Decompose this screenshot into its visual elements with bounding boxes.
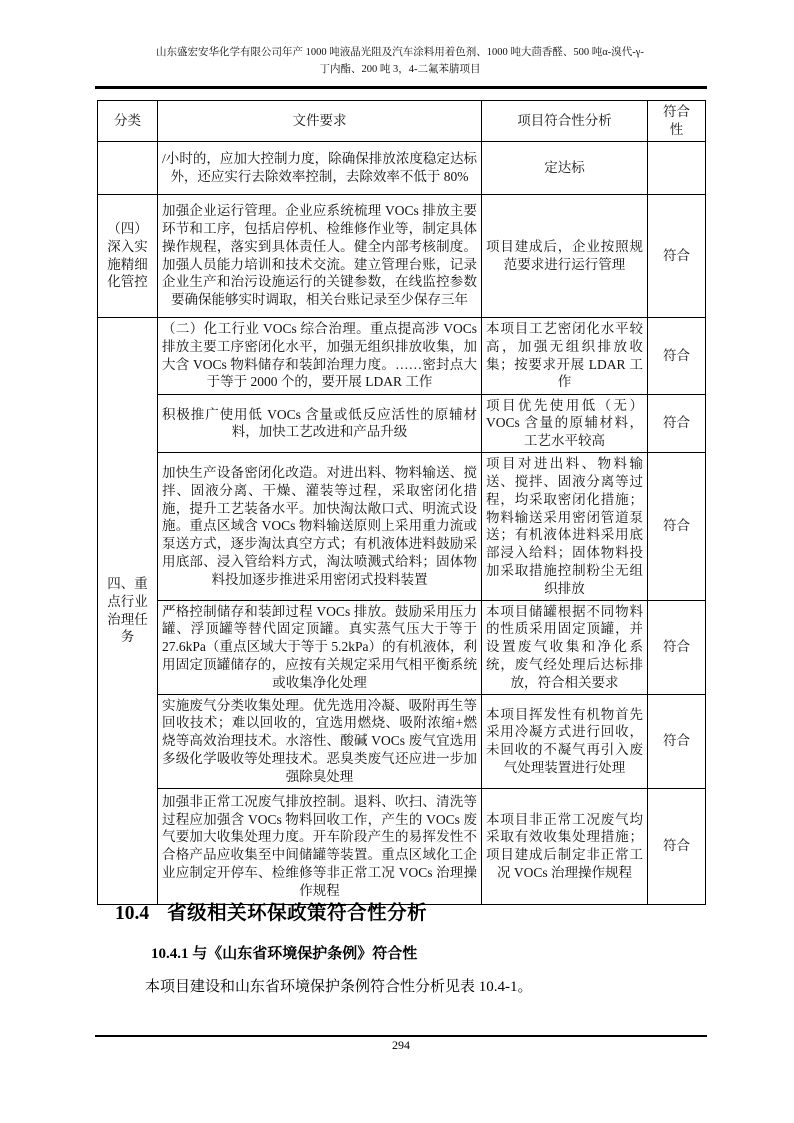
running-header-line2: 丁内酯、200 吨 3，4-二氟苯腈项目 xyxy=(319,64,481,76)
table-row xyxy=(98,694,706,788)
requirement-cell: 实施废气分类收集处理。优先选用冷凝、吸附再生等回收技术；难以回收的，宜选用燃烧、吸附浓缩+燃烧等高效治理技术。水溶性、酸碱 VOCs 废气宜选用多级化学吸收等处理技术。恶臭类废气还应进一步加强除臭处理 xyxy=(158,694,482,788)
table-row xyxy=(98,788,706,904)
table-header-row xyxy=(98,101,706,142)
compliance-table xyxy=(97,100,706,905)
requirement-cell: （二）化工行业 VOCs 综合治理。重点提高涉 VOCs 排放主要工序密闭化水平，加强无组织排放收集，加大含 VOCs 物料储存和装卸治理力度。……密封点大于等于 2000 个的，要开展 LDAR 工作 xyxy=(158,317,482,394)
compliance-cell: 符合 xyxy=(648,453,706,601)
table-row xyxy=(98,600,706,694)
compliance-cell: 符合 xyxy=(648,394,706,452)
body-paragraph: 本项目建设和山东省环境保护条例符合性分析见表 10.4-1。 xyxy=(145,979,533,995)
analysis-cell: 本项目挥发性有机物首先采用冷凝方式进行回收，未回收的不凝气再引入废气处理装置进行处理 xyxy=(482,694,648,788)
section-title: 省级相关环保政策符合性分析 xyxy=(167,903,428,924)
column-header-requirement: 文件要求 xyxy=(158,101,482,142)
subsection-heading: 10.4.1 与《山东省环境保护条例》符合性 xyxy=(151,946,418,962)
analysis-cell: 项目对进出料、物料输送、搅拌、固液分离等过程，均采取密闭化措施；物料输送采用密闭管道泵送；有机液体进料采用底部浸入给料；固体物料投加采取措施控制粉尘无组织排放 xyxy=(482,453,648,601)
requirement-cell: 积极推广使用低 VOCs 含量或低反应活性的原辅材料，加快工艺改进和产品升级 xyxy=(158,394,482,452)
requirement-cell: 加快生产设备密闭化改造。对进出料、物料输送、搅拌、固液分离、干燥、灌装等过程，采取密闭化措施，提升工艺装备水平。加快淘汰敞口式、明流式设施。重点区域含 VOCs 物料输送原则上采用重力流或泵送方式，逐步淘汰真空方式；有机液体进料鼓励采用底部、浸入管给料方式，淘汰喷溅式给料；固体物料投加逐步推进采用密闭式投料装置 xyxy=(158,453,482,601)
column-header-category: 分类 xyxy=(98,101,158,142)
requirement-cell: /小时的，应加大控制力度，除确保排放浓度稳定达标外，还应实行去除效率控制，去除效率不低于 80% xyxy=(158,141,482,194)
requirement-cell: 严格控制储存和装卸过程 VOCs 排放。鼓励采用压力罐、浮顶罐等替代固定顶罐。真实蒸气压大于等于 27.6kPa（重点区域大于等于 5.2kPa）的有机液体，利用固定顶罐储存的，应按有关规定采用气相平衡系统或收集净化处理 xyxy=(158,600,482,694)
table-row xyxy=(98,194,706,317)
requirement-cell: 加强非正常工况废气排放控制。退料、吹扫、清洗等过程应加强含 VOCs 物料回收工作，产生的 VOCs 废气要加大收集处理力度。开车阶段产生的易挥发性不合格产品应收集至中间储罐等装置。重点区域化工企业应制定开停车、检维修等非正常工况 VOCs 治理操作规程 xyxy=(158,788,482,904)
category-cell xyxy=(98,141,158,194)
column-header-compliance: 符合性 xyxy=(648,101,706,142)
table-row xyxy=(98,394,706,452)
compliance-cell: 符合 xyxy=(648,317,706,394)
footer-rule xyxy=(95,1035,707,1037)
analysis-cell: 项目建成后，企业按照规范要求进行运行管理 xyxy=(482,194,648,317)
analysis-cell: 本项目非正常工况废气均采取有效收集处理措施；项目建成后制定非正常工况 VOCs 治理操作规程 xyxy=(482,788,648,904)
analysis-cell: 定达标 xyxy=(482,141,648,194)
analysis-cell: 本项目储罐根据不同物料的性质采用固定顶罐，并设置废气收集和净化系统，废气经处理后达标排放，符合相关要求 xyxy=(482,600,648,694)
table-row xyxy=(98,141,706,194)
compliance-cell xyxy=(648,141,706,194)
page-number: 294 xyxy=(392,1038,410,1052)
running-header-line1: 山东盛宏安华化学有限公司年产 1000 吨液晶光阻及汽车涂料用着色剂、1000 吨大茴香醛、500 吨α-溴代-γ- xyxy=(156,47,644,58)
compliance-cell: 符合 xyxy=(648,194,706,317)
compliance-cell: 符合 xyxy=(648,600,706,694)
header-rule xyxy=(95,86,707,89)
analysis-cell: 本项目工艺密闭化水平较高，加强无组织排放收集；按要求开展 LDAR 工作 xyxy=(482,317,648,394)
section-number: 10.4 xyxy=(115,903,150,924)
table-row xyxy=(98,453,706,601)
requirement-cell: 加强企业运行管理。企业应系统梳理 VOCs 排放主要环节和工序，包括启停机、检维修作业等，制定具体操作规程，落实到具体责任人。健全内部考核制度。加强人员能力培训和技术交流。建立管理台账，记录企业生产和治污设施运行的关键参数，在线监控参数要确保能够实时调取，相关台账记录至少保存三年 xyxy=(158,194,482,317)
compliance-cell: 符合 xyxy=(648,788,706,904)
category-cell: （四）深入实施精细化管控 xyxy=(98,194,158,317)
section-heading xyxy=(115,897,427,925)
category-cell-merged: 四、重点行业治理任务 xyxy=(98,317,158,904)
column-header-analysis: 项目符合性分析 xyxy=(482,101,648,142)
analysis-cell: 项目优先使用低（无）VOCs 含量的原辅材料，工艺水平较高 xyxy=(482,394,648,452)
table-row xyxy=(98,317,706,394)
running-header xyxy=(95,44,705,79)
compliance-cell: 符合 xyxy=(648,694,706,788)
